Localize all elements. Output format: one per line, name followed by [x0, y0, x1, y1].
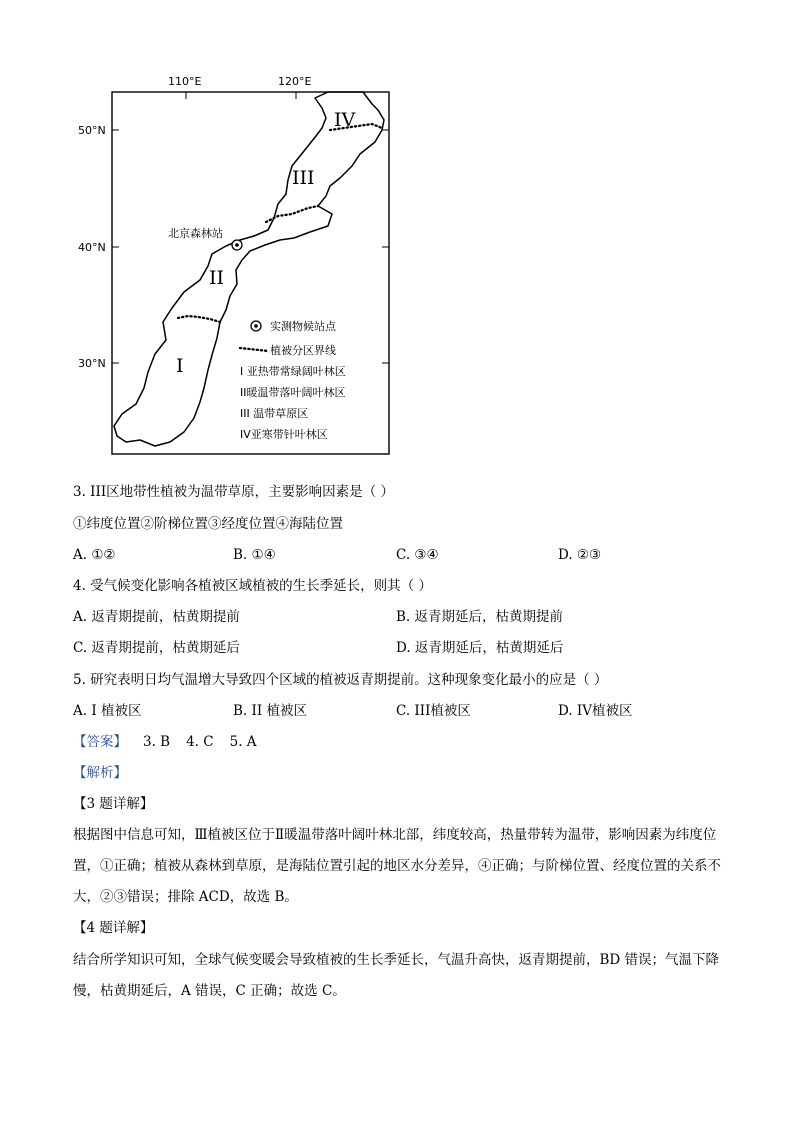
- vegetation-zone-map: [60, 70, 400, 462]
- station-marker-icon: [232, 240, 242, 250]
- q5-option-c: C. III植被区: [396, 703, 471, 719]
- q3-option-c: C. ③④: [396, 547, 439, 563]
- q3-option-d: D. ②③: [558, 547, 602, 563]
- zone-2-label: II: [209, 267, 225, 289]
- legend-station-icon: [251, 321, 261, 331]
- legend-zone-3: III 温带草原区: [240, 407, 309, 420]
- q3-detail-label: 【3 题详解】: [73, 796, 154, 812]
- legend-zone-4: IV亚寒带针叶林区: [240, 428, 328, 441]
- q4-option-a: A. 返青期提前，枯黄期提前: [73, 609, 240, 625]
- zone-4-label: IV: [334, 109, 356, 131]
- legend-boundary-line: [240, 348, 268, 351]
- q4-detail-label: 【4 题详解】: [73, 920, 154, 936]
- q5-stem: 5. 研究表明日均气温增大导致四个区域的植被返青期提前。这种现象变化最小的应是（ ）: [73, 672, 608, 688]
- q3-option-a: A. ①②: [73, 547, 116, 563]
- legend-boundary-text: 植被分区界线: [270, 344, 336, 357]
- q3-detail-text: 根据图中信息可知，Ⅲ植被区位于Ⅱ暖温带落叶阔叶林北部，纬度较高，热量带转为温带，影响因素为纬度位置，①正确；植被从森林到草原，是海陆位置引起的地区水分差异，④正确；与阶梯位置、经度位置的关系不大，②③错误；排除 ACD，故选 B。: [73, 827, 721, 905]
- lat-50-label: 50°N: [78, 124, 106, 137]
- lon-110-label: 110°E: [168, 75, 202, 88]
- map-frame: [112, 92, 389, 454]
- legend-zone-2: II暖温带落叶阔叶林区: [240, 386, 346, 399]
- lat-30-label: 30°N: [78, 357, 106, 370]
- answer-label: 【答案】: [73, 734, 127, 750]
- legend-station-text: 实测物候站点: [270, 320, 336, 333]
- q4-option-d: D. 返青期延后，枯黄期延后: [396, 640, 564, 656]
- q5-option-a: A. I 植被区: [73, 703, 142, 719]
- lat-40-label: 40°N: [78, 241, 106, 254]
- q3-stem: 3. III区地带性植被为温带草原，主要影响因素是（ ）: [73, 484, 394, 500]
- q4-option-c: C. 返青期提前，枯黄期延后: [73, 640, 240, 656]
- q4-option-b: B. 返青期延后，枯黄期提前: [396, 609, 564, 625]
- answer-3: 3. B: [143, 734, 171, 750]
- boundary-1-2: [178, 316, 220, 322]
- zone-1-label: I: [176, 355, 184, 377]
- analysis-label: 【解析】: [73, 765, 127, 781]
- legend-zone-1: I 亚热带常绿阔叶林区: [240, 365, 346, 378]
- station-label: 北京森林站: [168, 227, 223, 240]
- q4-stem: 4. 受气候变化影响各植被区域植被的生长季延长，则其（ ）: [73, 578, 432, 594]
- answer-line: [73, 732, 273, 752]
- lon-120-label: 120°E: [278, 75, 312, 88]
- answer-5: 5. A: [229, 734, 257, 750]
- q4-detail-text: 结合所学知识可知，全球气候变暖会导致植被的生长季延长，气温升高快，返青期提前，BD 错误；气温下降慢，枯黄期延后，A 错误，C 正确；故选 C。: [73, 952, 720, 999]
- map-legend: [240, 319, 346, 441]
- q3-option-b: B. ①④: [233, 547, 276, 563]
- answer-4: 4. C: [186, 734, 214, 750]
- zone-3-label: III: [292, 167, 315, 189]
- q5-option-b: B. II 植被区: [233, 703, 307, 719]
- q3-factors: ①纬度位置②阶梯位置③经度位置④海陆位置: [73, 516, 343, 532]
- q5-option-d: D. IV植被区: [558, 703, 633, 719]
